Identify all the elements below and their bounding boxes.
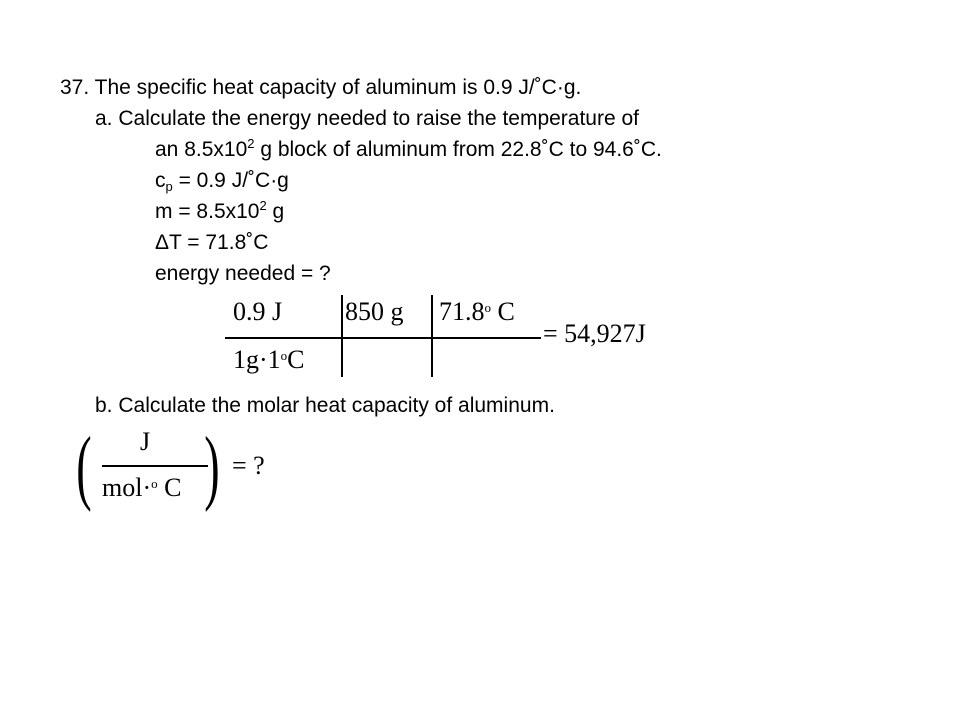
energy-unknown: energy needed = ?: [155, 262, 331, 285]
den-unit: C: [287, 345, 305, 374]
column-divider-1: [341, 295, 343, 377]
mass-given: [155, 199, 284, 225]
part-a-line-1: a. Calculate the energy needed to raise the temperature of: [95, 107, 640, 130]
molar-heat-capacity-expression: [76, 420, 290, 517]
part-b: b. Calculate the molar heat capacity of aluminum.: [95, 394, 555, 417]
cp-value: = 0.9 J/˚C·g: [172, 169, 289, 192]
column-divider-2: [431, 295, 433, 377]
temp-unit: C: [491, 297, 515, 326]
fraction-bar: [225, 337, 541, 339]
right-parenthesis: ): [204, 420, 220, 513]
left-parenthesis: (: [76, 420, 92, 513]
calculation-result: = 54,927J: [543, 319, 646, 348]
problem-intro: 37. The specific heat capacity of aluminum is 0.9 J/˚C·g.: [60, 76, 582, 99]
factor-label-calculation: [225, 295, 715, 380]
part-a-mass-prefix: an 8.5x10: [155, 138, 248, 161]
denominator-units: [233, 345, 305, 375]
numerator-specific-heat: 0.9 J: [233, 297, 283, 326]
molar-numerator: J: [140, 427, 151, 456]
part-a-mass-exponent: 2: [247, 136, 255, 151]
numerator-temperature: [439, 297, 515, 327]
cp-subscript: p: [165, 179, 173, 194]
degree-sup: o: [484, 300, 491, 315]
specific-heat-given: [155, 168, 289, 194]
molar-fraction-bar: [102, 465, 208, 467]
den-value: 1g·1: [233, 345, 281, 374]
mass-unit: g: [266, 200, 285, 223]
delta-t-given: ΔT = 71.8˚C: [155, 231, 269, 254]
molar-equals-unknown: = ?: [232, 451, 265, 480]
mass-exponent: 2: [259, 198, 267, 213]
mol-unit: C: [157, 473, 182, 502]
cp-symbol: c: [155, 169, 166, 192]
mol-degree-sup: o: [151, 476, 158, 491]
molar-denominator: [102, 473, 181, 503]
numerator-mass: 850 g: [345, 297, 404, 326]
mol-text: mol·: [102, 473, 152, 502]
den-degree-sup: o: [280, 348, 288, 363]
part-a-line-2: [155, 137, 662, 163]
part-a-line-2-rest: g block of aluminum from 22.8˚C to 94.6˚C.: [254, 138, 662, 161]
mass-prefix: m = 8.5x10: [155, 200, 260, 223]
temp-value: 71.8: [439, 297, 485, 326]
